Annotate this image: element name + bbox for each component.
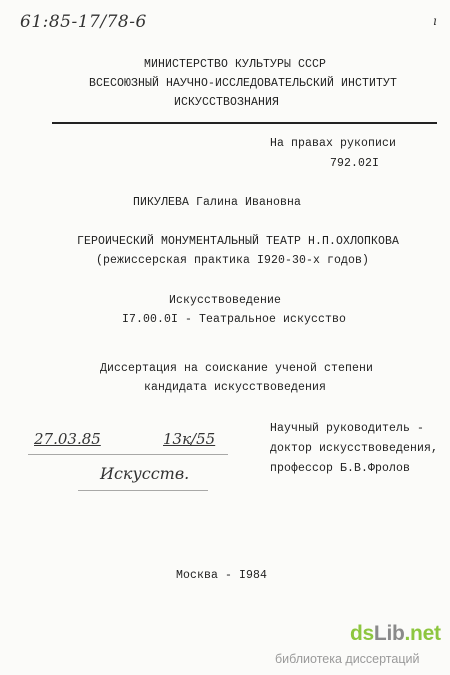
archive-code: 61:85-17/78-6	[20, 12, 147, 32]
stamp-line-lower	[78, 490, 208, 491]
dslib-logo-net: .net	[404, 622, 441, 645]
rights-label: На правах рукописи	[270, 137, 397, 150]
degree-line-2: кандидата искусствоведения	[144, 381, 327, 394]
dslib-logo-ds: ds	[350, 622, 374, 645]
stamp-line	[28, 454, 228, 455]
city-year: Москва - I984	[176, 569, 268, 582]
stamp-number: 13к/55	[163, 430, 216, 448]
supervisor-role: Научный руководитель -	[270, 422, 425, 435]
dissertation-title: ГЕРОИЧЕСКИЙ МОНУМЕНТАЛЬНЫЙ ТЕАТР Н.П.ОХЛОПКОВА	[77, 235, 400, 248]
ministry-line: МИНИСТЕРСТВО КУЛЬТУРЫ СССР	[144, 58, 327, 71]
dslib-logo	[350, 622, 441, 646]
field-name: Искусствоведение	[169, 294, 282, 307]
dslib-caption: библиотека диссертаций	[275, 652, 420, 666]
udc-code: 792.02I	[330, 157, 380, 170]
author-name: ПИКУЛЕВА Галина Ивановна	[133, 196, 302, 209]
field-code: I7.00.0I - Театральное искусство	[122, 313, 347, 326]
library-stamp	[28, 430, 236, 500]
corner-mark: ı	[433, 14, 437, 28]
degree-line-1: Диссертация на соискание ученой степени	[100, 362, 374, 375]
dslib-logo-lib: Lib	[373, 622, 405, 645]
header-rule	[52, 122, 437, 124]
stamp-word: Искусств.	[100, 464, 190, 483]
dissertation-subtitle: (режиссерская практика I920-30-х годов)	[96, 254, 370, 267]
institute-line-2: ИСКУССТВОЗНАНИЯ	[174, 96, 280, 109]
supervisor-name: профессор Б.В.Фролов	[270, 462, 411, 475]
stamp-date: 27.03.85	[34, 430, 101, 448]
supervisor-degree: доктор искусствоведения,	[270, 442, 439, 455]
institute-line: ВСЕСОЮЗНЫЙ НАУЧНО-ИССЛЕДОВАТЕЛЬСКИЙ ИНСТИТУТ	[89, 77, 398, 90]
